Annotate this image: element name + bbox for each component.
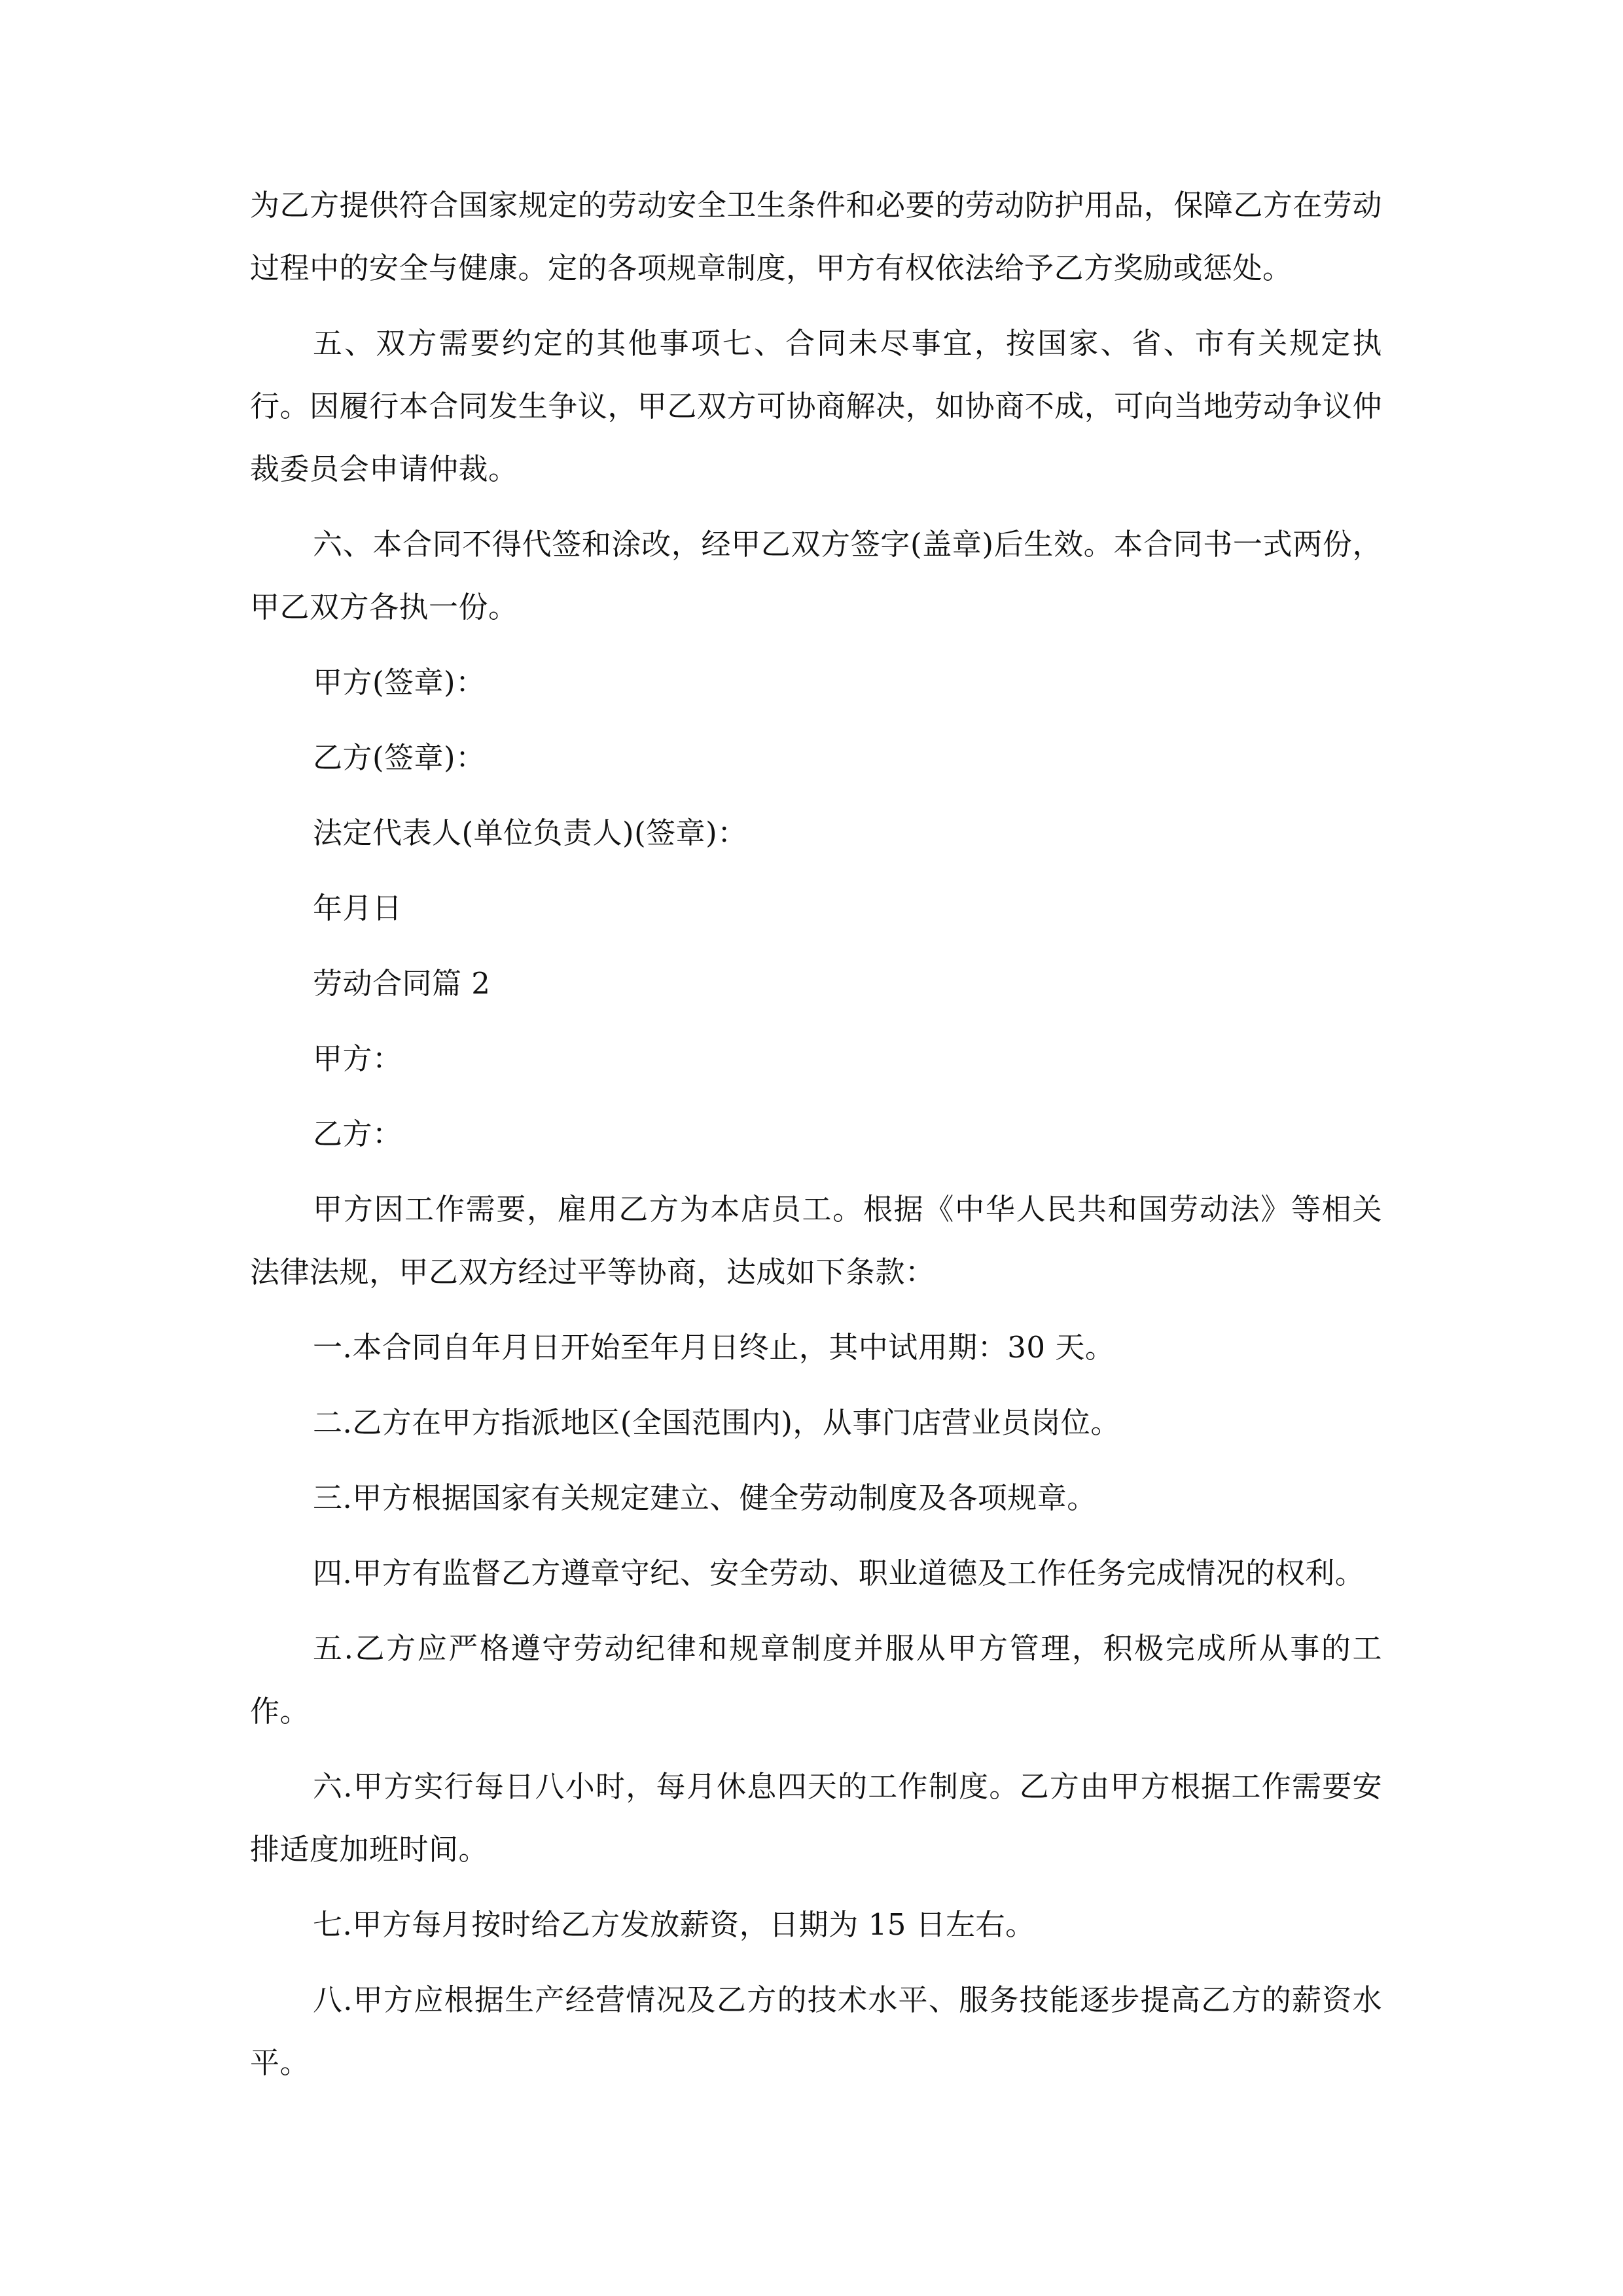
clause-2-position: 二.乙方在甲方指派地区(全国范围内)，从事门店营业员岗位。 [313,1405,1120,1440]
signature-line-party-a: 甲方(签章)： [313,665,486,700]
clause-5-discipline: 五.乙方应严格遵守劳动纪律和规章制度并服从甲方管理，积极完成所从事的工作。 [250,1631,1382,1729]
party-a-line: 甲方： [313,1041,402,1076]
signature-date-line: 年月日 [313,891,402,925]
party-b-line: 乙方： [313,1117,402,1151]
clause-4-supervision: 四.甲方有监督乙方遵章守纪、安全劳动、职业道德及工作任务完成情况的权利。 [313,1556,1365,1590]
section-title-contract-2: 劳动合同篇 2 [313,966,491,1001]
clause-6-working-hours: 六.甲方实行每日八小时，每月休息四天的工作制度。乙方由甲方根据工作需要安排适度加班时间。 [250,1769,1382,1867]
paragraph-clause-6-effectiveness: 六、本合同不得代签和涂改，经甲乙双方签字(盖章)后生效。本合同书一式两份，甲乙双方各执一份。 [250,527,1382,624]
clause-7-salary-payment: 七.甲方每月按时给乙方发放薪资，日期为 15 日左右。 [313,1907,1035,1942]
paragraph-clause-5-other-matters: 五、双方需要约定的其他事项七、合同未尽事宜，按国家、省、市有关规定执行。因履行本合同发生争议，甲乙双方可协商解决，如协商不成，可向当地劳动争议仲裁委员会申请仲裁。 [250,326,1382,486]
clause-3-labor-system: 三.甲方根据国家有关规定建立、健全劳动制度及各项规章。 [313,1480,1097,1515]
clause-1-term: 一.本合同自年月日开始至年月日终止，其中试用期：30 天。 [313,1330,1115,1365]
signature-line-party-b: 乙方(签章)： [313,740,486,775]
paragraph-preamble: 甲方因工作需要，雇用乙方为本店员工。根据《中华人民共和国劳动法》等相关法律法规，甲乙双方经过平等协商，达成如下条款： [250,1192,1382,1289]
document-body [250,174,1382,2107]
clause-8-salary-increase: 八.甲方应根据生产经营情况及乙方的技术水平、服务技能逐步提高乙方的薪资水平。 [250,1982,1382,2080]
signature-line-legal-representative: 法定代表人(单位负责人)(签章)： [313,816,747,850]
paragraph-safety-conditions: 为乙方提供符合国家规定的劳动安全卫生条件和必要的劳动防护用品，保障乙方在劳动过程中的安全与健康。定的各项规章制度，甲方有权依法给予乙方奖励或惩处。 [250,188,1382,285]
